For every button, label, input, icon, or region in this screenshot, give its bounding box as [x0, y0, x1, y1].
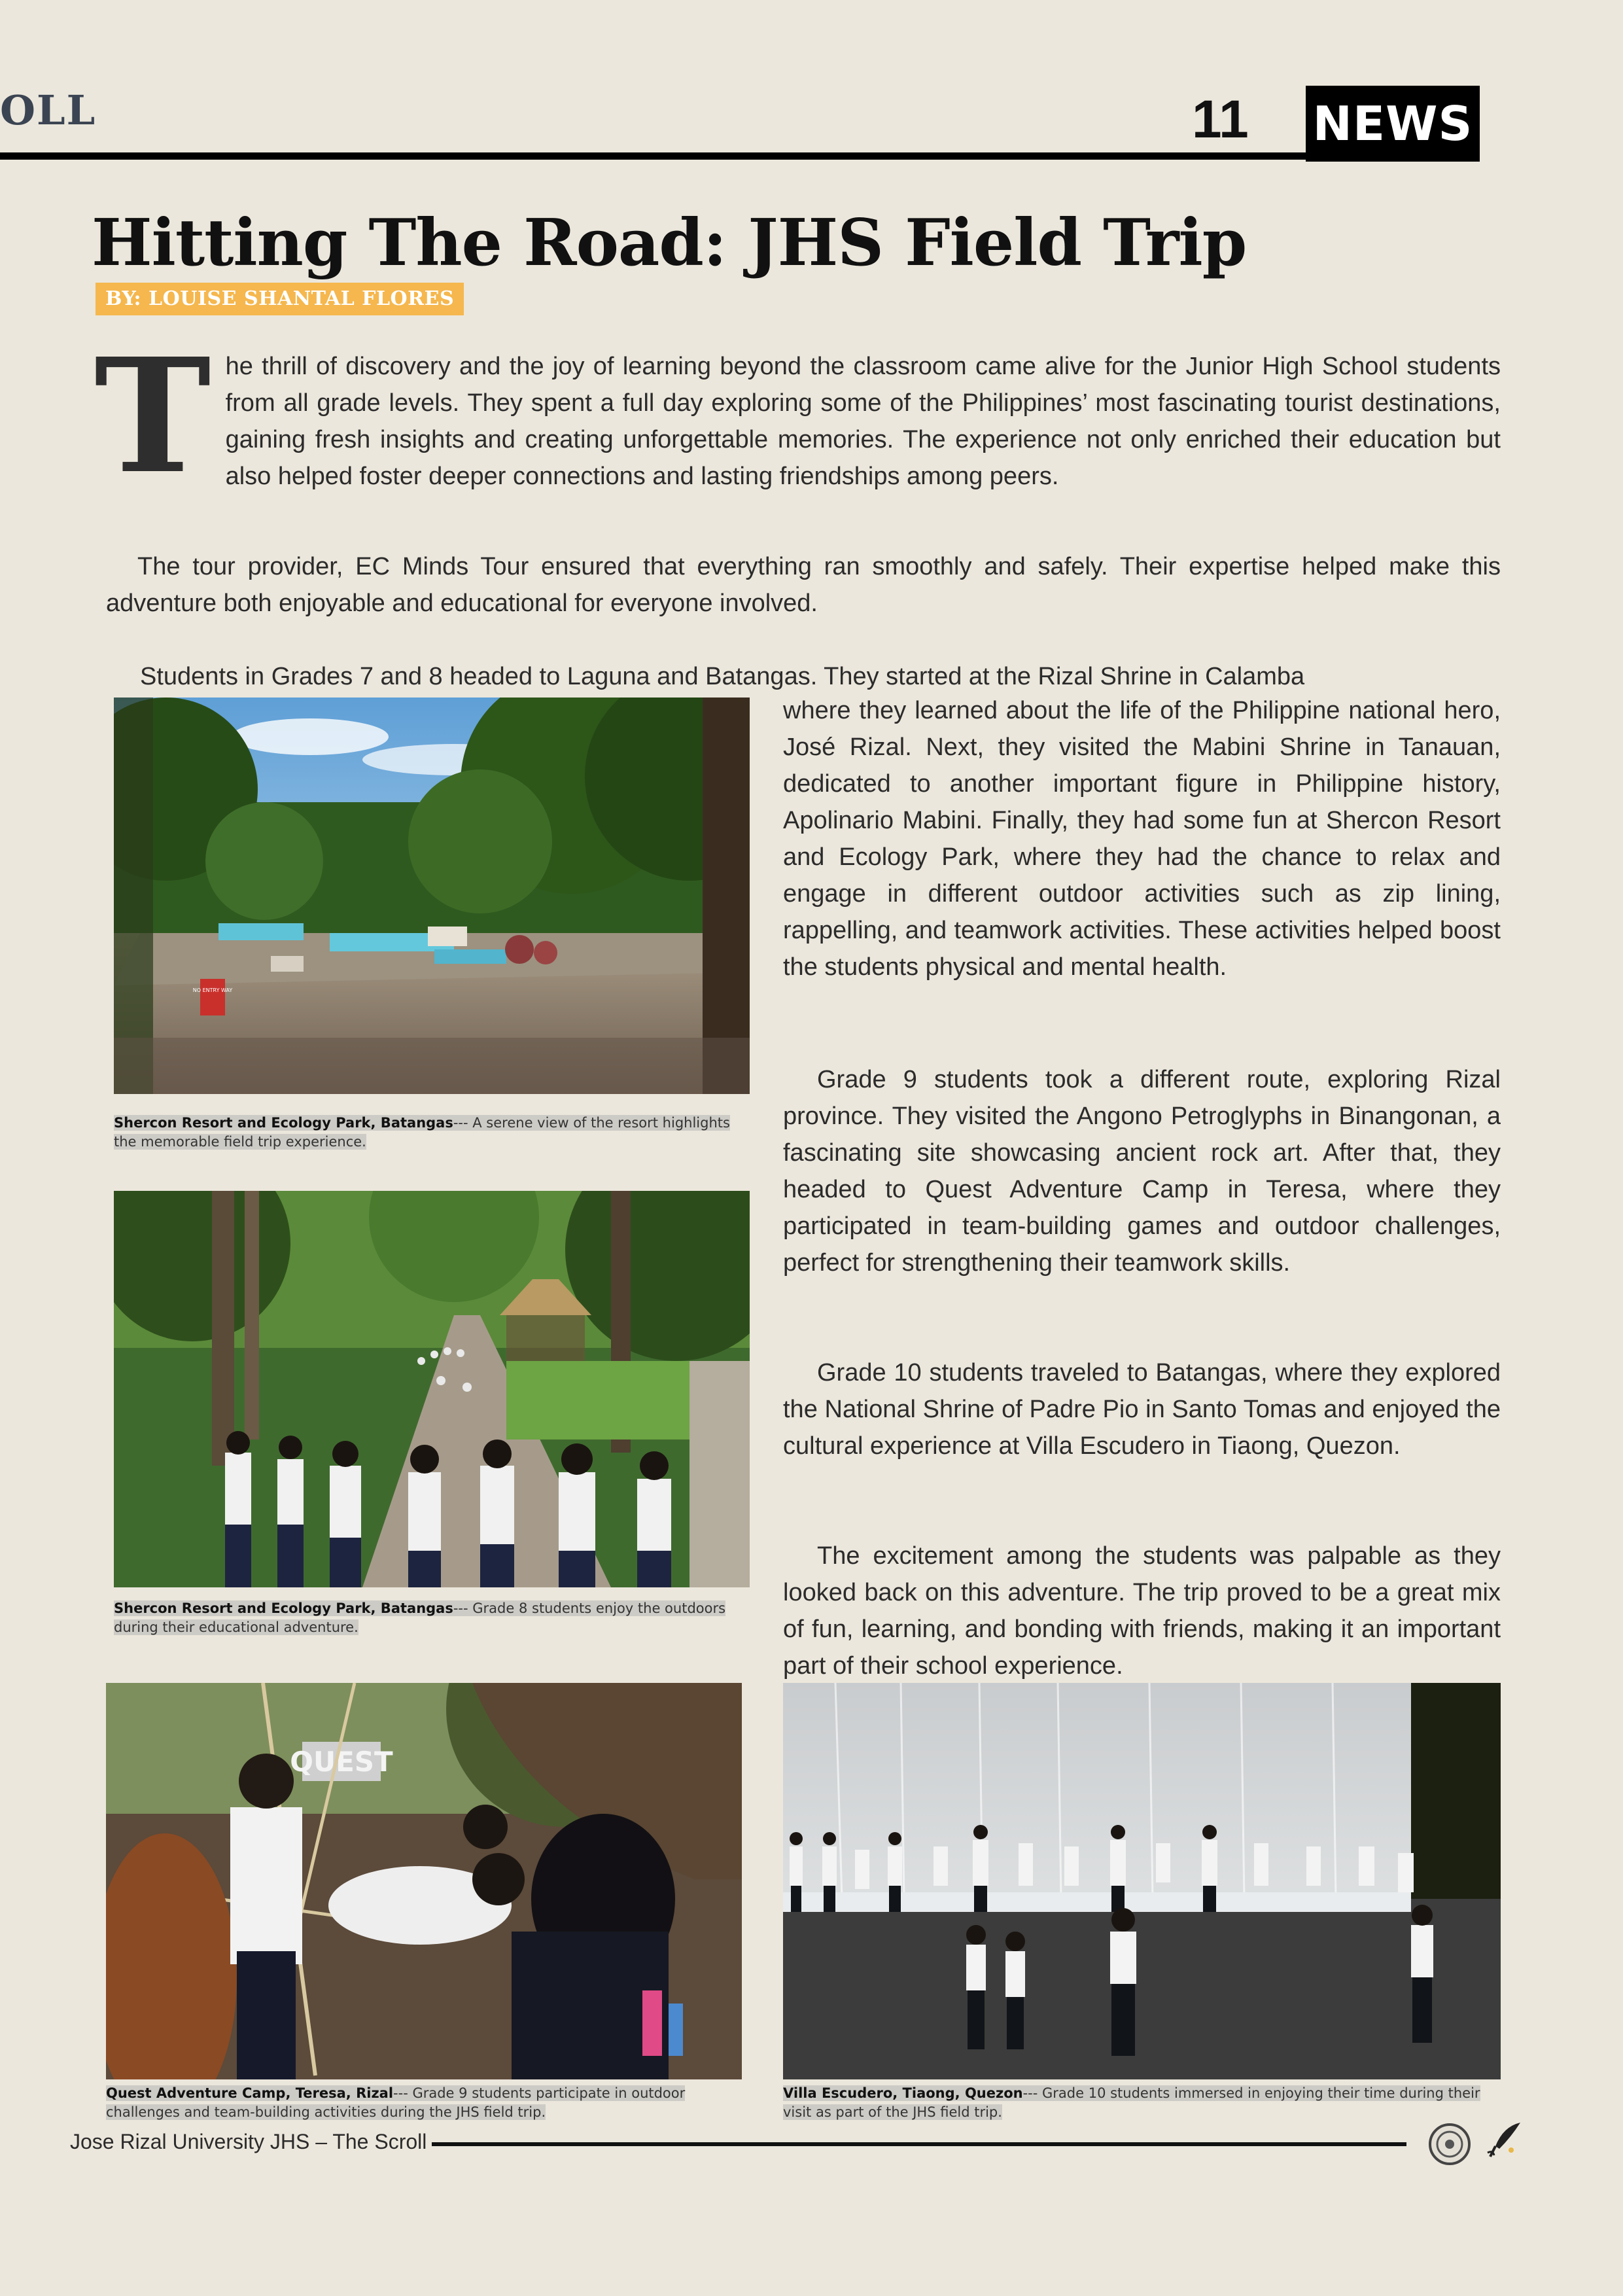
paragraph-intro	[94, 324, 1501, 508]
paragraph-grades-7-8-intro: Students in Grades 7 and 8 headed to Laguna and Batangas. They started at the Rizal Shrine in Calamba	[140, 663, 1305, 690]
photo-grade-8-students	[114, 1191, 750, 1587]
page-number: 11	[1192, 90, 1249, 149]
quill-icon	[1484, 2120, 1524, 2164]
camp-sign-text: QUEST	[290, 1746, 393, 1778]
paragraph-tour-provider: The tour provider, EC Minds Tour ensured that everything ran smoothly and safely. Their expertise helped make this adventure both enjoyable and educational for everyone involved.	[106, 553, 1501, 617]
caption-place: Villa Escudero, Tiaong, Quezon	[783, 2085, 1023, 2101]
section-tag: NEWS	[1306, 86, 1480, 162]
header-rule	[0, 152, 1308, 160]
caption-photo-2	[114, 1599, 750, 1637]
article-title: Hitting The Road: JHS Field Trip	[92, 205, 1247, 281]
paragraph-grade-10: Grade 10 students traveled to Batangas, where they explored the National Shrine of Padre Pio in Santo Tomas and enjoyed the cultural experience at Villa Escudero in Tiaong, Quezon.	[783, 1359, 1501, 1460]
sign-text: NO ENTRY WAY	[192, 987, 233, 993]
seal-icon	[1428, 2123, 1471, 2169]
photo-resort-view	[114, 698, 750, 1094]
caption-photo-4	[783, 2084, 1501, 2122]
caption-photo-1	[114, 1114, 750, 1152]
caption-text: --- A serene view of the resort highlights the memorable field trip experience.	[114, 1115, 730, 1150]
caption-text: --- Grade 8 students enjoy the outdoors during their educational adventure.	[114, 1600, 726, 1635]
drop-cap: T	[94, 324, 211, 508]
caption-text: --- Grade 10 students immersed in enjoying their time during their visit as part of the JHS field trip.	[783, 2085, 1480, 2120]
caption-place: Shercon Resort and Ecology Park, Batangas	[114, 1115, 453, 1131]
caption-photo-3	[106, 2084, 742, 2122]
paragraph-grade-9: Grade 9 students took a different route, exploring Rizal province. They visited the Angono Petroglyphs in Binangonan, a fascinating site showcasing ancient rock art. After that, they headed to Quest Adventure Camp in Teresa, where they participated in team-building games and outdoor challenges, perfect for strengthening their teamwork skills.	[783, 1066, 1501, 1277]
photo-grade-9-students	[106, 1683, 742, 2079]
paragraph-conclusion: The excitement among the students was palpable as they looked back on this adventure. The trip proved to be a great mix of fun, learning, and bonding with friends, making it an important part of their school experience.	[783, 1542, 1501, 1680]
byline: BY: LOUISE SHANTAL FLORES	[96, 283, 464, 315]
paragraph-intro-text: he thrill of discovery and the joy of learning beyond the classroom came alive for the Junior High School students from all grade levels. They spent a full day exploring some of the Philippines’ most fascinating tourist destinations, gaining fresh insights and creating unforgettable memories. The experience not only enriched their education but also helped foster deeper connections and lasting friendships among peers.	[225, 353, 1501, 490]
paragraph-grades-7-8: where they learned about the life of the Philippine national hero, José Rizal. Next, they visited the Mabini Shrine in Tanauan, dedicated to another important figure in Philippine history, Apolinario Mabini. Finally, they had some fun at Shercon Resort and Ecology Park, where they had the chance to relax and engage in different outdoor activities such as zip lining, rappelling, and teamwork activities. These activities helped boost the students physical and mental health.	[783, 697, 1501, 981]
footer-rule	[432, 2142, 1406, 2146]
masthead: OLL	[0, 86, 97, 134]
caption-place: Quest Adventure Camp, Teresa, Rizal	[106, 2085, 394, 2101]
caption-text: --- Grade 9 students participate in outdoor challenges and team-building activities during the JHS field trip.	[106, 2085, 686, 2120]
caption-place: Shercon Resort and Ecology Park, Batangas	[114, 1600, 453, 1616]
photo-grade-10-students	[783, 1683, 1501, 2079]
footer-text: Jose Rizal University JHS – The Scroll	[70, 2130, 427, 2153]
